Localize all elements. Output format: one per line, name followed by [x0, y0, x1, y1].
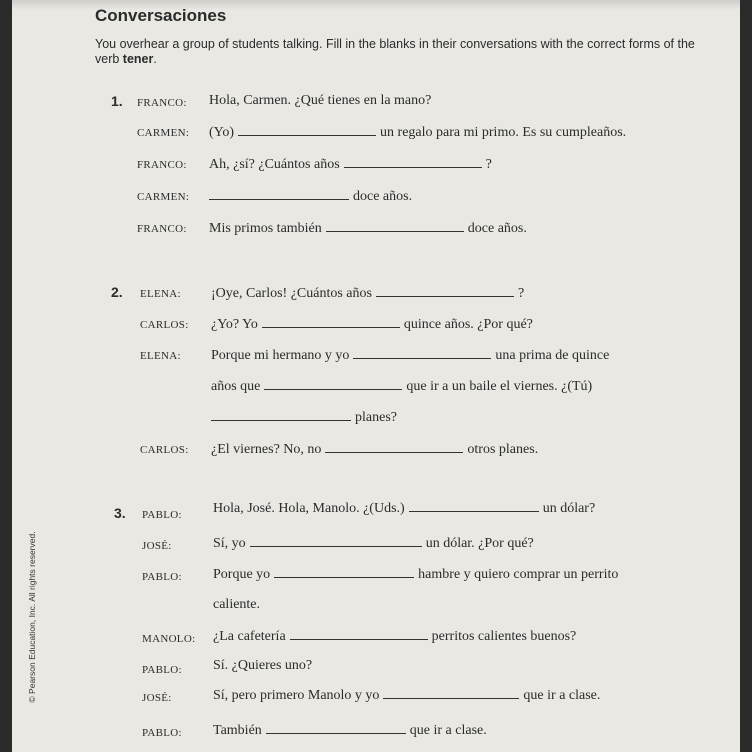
answer-blank[interactable]: [266, 721, 406, 734]
line-text: Hola, Carmen. ¿Qué tienes en la mano?: [209, 93, 432, 108]
line-text: planes?: [355, 410, 397, 425]
copyright-notice: © Pearson Education, Inc. All rights reserved.: [27, 531, 37, 703]
speaker-label: JOSÉ:: [142, 540, 172, 552]
answer-blank[interactable]: [376, 284, 514, 297]
line-text: También: [213, 723, 262, 738]
line-text: ¿El viernes? No, no: [211, 442, 322, 457]
instructions-text: You overhear a group of students talking. Fill in the blanks in their conversations with the correct forms of the verb: [95, 37, 695, 66]
answer-blank[interactable]: [353, 346, 491, 359]
line-text: Porque mi hermano y yo: [211, 348, 350, 363]
dialogue-line: [213, 686, 600, 704]
answer-blank[interactable]: [383, 686, 519, 699]
line-text: (Yo): [209, 125, 235, 140]
line-text: quince años. ¿Por qué?: [403, 317, 533, 332]
line-text: hambre y quiero comprar un perrito: [418, 567, 619, 582]
instructions-verb: tener: [122, 52, 154, 66]
instructions: [95, 37, 720, 67]
dialogue-line: [213, 721, 487, 739]
answer-blank[interactable]: [209, 187, 349, 200]
speaker-label: MANOLO:: [142, 633, 196, 645]
dialogue-line: [213, 658, 312, 674]
speaker-label: CARMEN:: [137, 127, 190, 139]
line-text: doce años.: [353, 189, 413, 204]
speaker-label: FRANCO:: [137, 97, 187, 109]
speaker-label: PABLO:: [142, 509, 182, 521]
answer-blank[interactable]: [274, 565, 414, 578]
dialogue-line: [211, 315, 533, 333]
dialogue-line: [213, 627, 576, 645]
line-text: Hola, José. Hola, Manolo. ¿(Uds.): [213, 501, 405, 516]
dialogue-line: [213, 499, 595, 517]
speaker-label: ELENA:: [140, 350, 181, 362]
line-text: un dólar?: [542, 501, 596, 516]
answer-blank[interactable]: [264, 377, 402, 390]
dialogue-line: [209, 123, 626, 141]
line-text: otros planes.: [467, 442, 539, 457]
answer-blank[interactable]: [238, 123, 376, 136]
line-text: doce años.: [467, 221, 527, 236]
answer-blank[interactable]: [250, 534, 422, 547]
section-number-1: 1.: [111, 93, 123, 109]
answer-blank[interactable]: [290, 627, 428, 640]
line-text: ?: [517, 286, 525, 301]
line-text: ¿La cafetería: [213, 629, 286, 644]
line-text: años que: [211, 379, 261, 394]
line-text: Ah, ¿sí? ¿Cuántos años: [209, 157, 340, 172]
line-text: Porque yo: [213, 567, 271, 582]
line-text: caliente.: [213, 597, 261, 612]
dialogue-line: [211, 346, 609, 364]
speaker-label: ELENA:: [140, 288, 181, 300]
dialogue-line: [213, 565, 618, 583]
answer-blank[interactable]: [326, 219, 464, 232]
dialogue-line: [211, 408, 397, 426]
line-text: perritos calientes buenos?: [431, 629, 577, 644]
speaker-label: PABLO:: [142, 664, 182, 676]
dialogue-line: [211, 377, 592, 395]
speaker-label: CARLOS:: [140, 444, 189, 456]
dialogue-line: [213, 597, 260, 613]
line-text: Sí, pero primero Manolo y yo: [213, 688, 380, 703]
line-text: ?: [485, 157, 492, 172]
line-text: que ir a un baile el viernes. ¿(Tú): [406, 379, 593, 394]
section-number-3: 3.: [114, 505, 126, 521]
dialogue-line: [211, 440, 538, 458]
worksheet-page: [12, 0, 740, 752]
answer-blank[interactable]: [325, 440, 463, 453]
speaker-label: JOSÉ:: [142, 692, 172, 704]
speaker-label: FRANCO:: [137, 223, 187, 235]
dialogue-line: [209, 219, 527, 237]
line-text: Sí. ¿Quieres uno?: [213, 658, 313, 673]
section-number-2: 2.: [111, 284, 123, 300]
line-text: ¡Oye, Carlos! ¿Cuántos años: [211, 286, 372, 301]
dialogue-line: [209, 155, 492, 173]
speaker-label: PABLO:: [142, 571, 182, 583]
dialogue-line: [209, 187, 412, 205]
line-text: Mis primos también: [209, 221, 322, 236]
speaker-label: PABLO:: [142, 727, 182, 739]
speaker-label: CARMEN:: [137, 191, 190, 203]
line-text: que ir a clase.: [409, 723, 487, 738]
instructions-end: .: [153, 52, 157, 66]
dialogue-line: [211, 284, 524, 302]
answer-blank[interactable]: [344, 155, 482, 168]
dialogue-line: [213, 534, 534, 552]
answer-blank[interactable]: [409, 499, 539, 512]
line-text: Sí, yo: [213, 536, 246, 551]
dialogue-line: [209, 93, 431, 109]
line-text: que ir a clase.: [523, 688, 601, 703]
line-text: una prima de quince: [495, 348, 610, 363]
page-title: Conversaciones: [95, 6, 227, 25]
speaker-label: FRANCO:: [137, 159, 187, 171]
speaker-label: CARLOS:: [140, 319, 189, 331]
line-text: un regalo para mi primo. Es su cumpleaños.: [380, 125, 627, 140]
line-text: un dólar. ¿Por qué?: [425, 536, 534, 551]
answer-blank[interactable]: [262, 315, 400, 328]
line-text: ¿Yo? Yo: [211, 317, 258, 332]
answer-blank[interactable]: [211, 408, 351, 421]
